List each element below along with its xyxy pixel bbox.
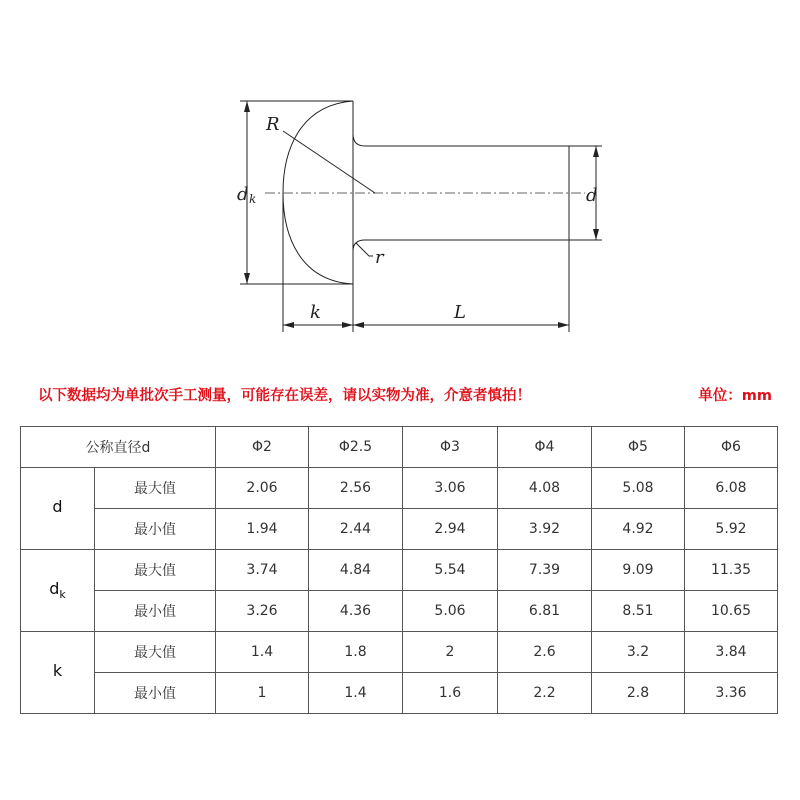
table-cell: 2 (403, 632, 498, 673)
table-cell: 4.84 (309, 550, 403, 591)
column-header: Φ4 (498, 427, 592, 468)
row-label-min: 最小值 (95, 673, 216, 714)
notice-text: 以下数据均为单批次手工测量，可能存在误差，请以实物为准，介意者慎拍！ (38, 388, 531, 404)
table-cell: 7.39 (498, 550, 592, 591)
dk-label: d (237, 184, 249, 205)
table-cell: 10.65 (685, 591, 778, 632)
table-cell: 5.92 (685, 509, 778, 550)
table-cell: 1.8 (309, 632, 403, 673)
nominal-diameter-header: 公称直径d (21, 427, 216, 468)
table-cell: 1 (216, 673, 309, 714)
table-cell: 4.08 (498, 468, 592, 509)
l-arrow-right (558, 322, 569, 328)
group-label-subscript: k (59, 588, 66, 602)
rivet-technical-drawing (0, 0, 800, 360)
row-label-min: 最小值 (95, 591, 216, 632)
measurement-notice (38, 384, 778, 408)
column-header: Φ2.5 (309, 427, 403, 468)
fillet-top (353, 134, 365, 146)
radius-label: R (266, 114, 280, 135)
group-label-dk (21, 550, 95, 632)
table-cell: 2.56 (309, 468, 403, 509)
table-cell: 3.84 (685, 632, 778, 673)
table-row-dk-max (21, 550, 778, 591)
k-arrow-left (283, 322, 294, 328)
table-cell: 1.94 (216, 509, 309, 550)
table-cell: 2.06 (216, 468, 309, 509)
dk-label-subscript: k (249, 192, 257, 206)
k-label: k (310, 302, 321, 323)
table-cell: 3.2 (592, 632, 685, 673)
table-cell: 6.08 (685, 468, 778, 509)
fillet-leader (356, 243, 373, 256)
table-cell: 4.92 (592, 509, 685, 550)
table-cell: 5.54 (403, 550, 498, 591)
column-header: Φ2 (216, 427, 309, 468)
unit-label: 单位：mm (698, 388, 772, 404)
table-cell: 1.4 (309, 673, 403, 714)
radius-leader (283, 131, 375, 193)
group-label-text: k (52, 661, 63, 681)
table-cell: 2.44 (309, 509, 403, 550)
l-label: L (454, 302, 466, 323)
column-header: Φ6 (685, 427, 778, 468)
table-cell: 3.06 (403, 468, 498, 509)
row-label-min: 最小值 (95, 509, 216, 550)
table-cell: 3.92 (498, 509, 592, 550)
table-cell: 3.26 (216, 591, 309, 632)
dk-arrow-top (244, 101, 250, 112)
table-cell: 2.94 (403, 509, 498, 550)
table-cell: 11.35 (685, 550, 778, 591)
table-cell: 1.6 (403, 673, 498, 714)
column-header: Φ5 (592, 427, 685, 468)
table-cell: 9.09 (592, 550, 685, 591)
table-cell: 2.2 (498, 673, 592, 714)
table-cell: 2.6 (498, 632, 592, 673)
group-label-text: d (49, 579, 60, 599)
group-label-d (21, 468, 95, 550)
l-arrow-left (353, 322, 364, 328)
d-arrow-bottom (593, 229, 599, 240)
group-label-text: d (52, 497, 63, 517)
dk-arrow-bottom (244, 273, 250, 284)
table-row-k-min (21, 673, 778, 714)
table-cell: 3.74 (216, 550, 309, 591)
table-row-dk-min (21, 591, 778, 632)
table-cell: 3.36 (685, 673, 778, 714)
table-cell: 6.81 (498, 591, 592, 632)
table-row-d-min (21, 509, 778, 550)
table-row-d-max (21, 468, 778, 509)
table-cell: 4.36 (309, 591, 403, 632)
k-arrow-right (342, 322, 353, 328)
row-label-max: 最大值 (95, 468, 216, 509)
d-label: d (586, 185, 598, 206)
row-label-max: 最大值 (95, 632, 216, 673)
table-cell: 1.4 (216, 632, 309, 673)
group-label-k (21, 632, 95, 714)
table-header-row (21, 427, 778, 468)
table-cell: 2.8 (592, 673, 685, 714)
table-row-k-max (21, 632, 778, 673)
rivet-spec-table (20, 426, 778, 714)
table-cell: 5.06 (403, 591, 498, 632)
fillet-radius-label: r (375, 247, 384, 268)
d-arrow-top (593, 146, 599, 157)
column-header: Φ3 (403, 427, 498, 468)
table-cell: 5.08 (592, 468, 685, 509)
row-label-max: 最大值 (95, 550, 216, 591)
table-cell: 8.51 (592, 591, 685, 632)
